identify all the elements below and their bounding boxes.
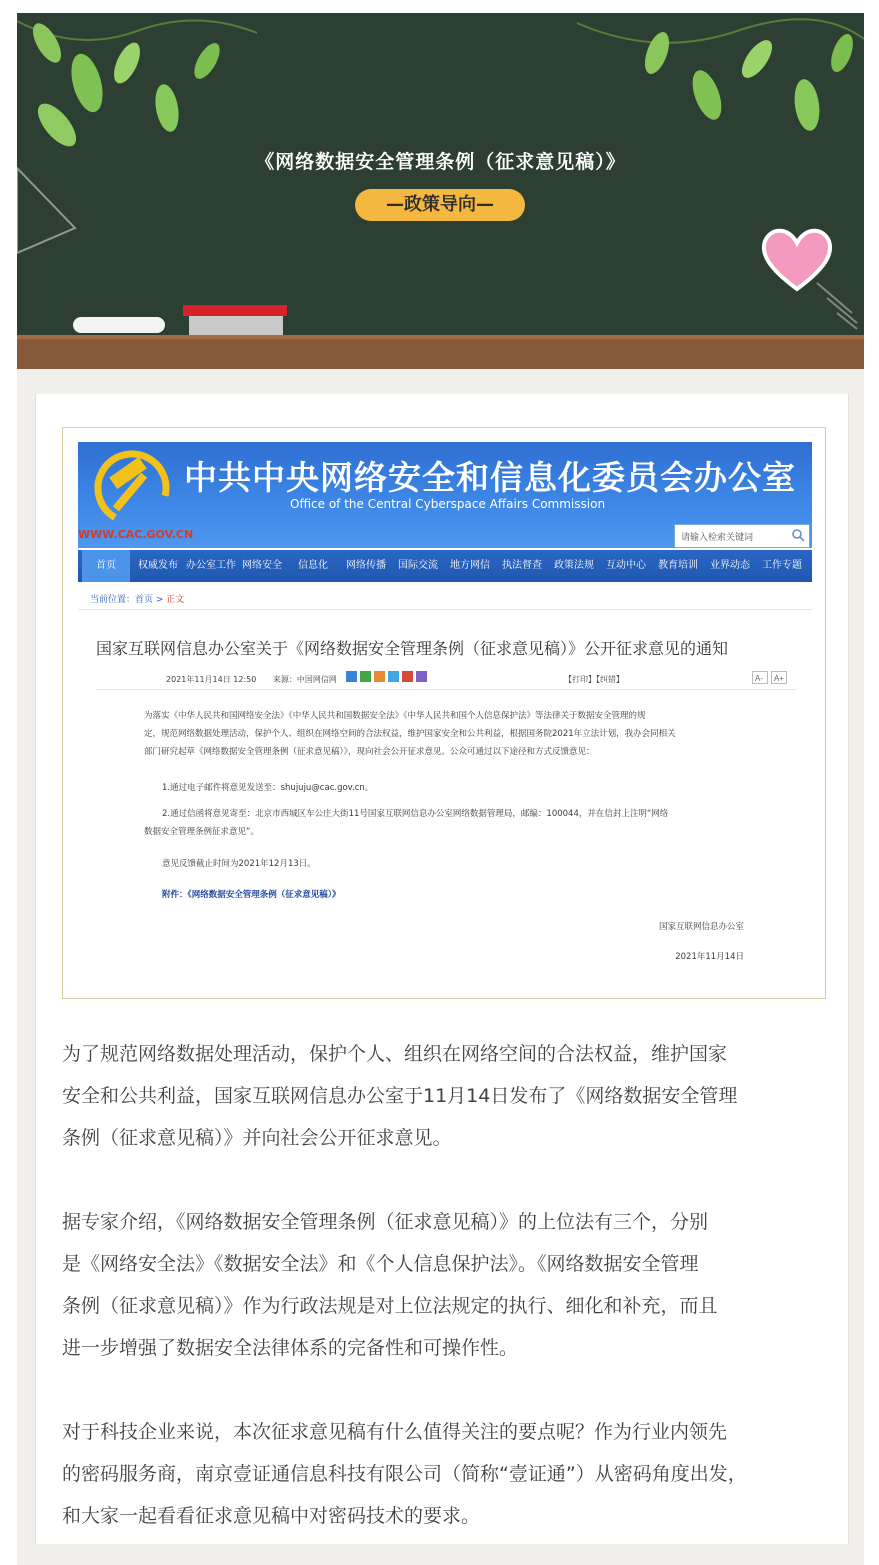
nav-item-local[interactable]: 地方网信 xyxy=(450,560,490,571)
svg-text:A+: A+ xyxy=(774,674,785,683)
eraser-body xyxy=(189,316,283,335)
article-line: 据专家介绍，《网络数据安全管理条例（征求意见稿）》的上位法有三个，分别 xyxy=(62,1211,709,1233)
nav-item-interaction[interactable]: 互动中心 xyxy=(606,560,646,571)
nav-item-office[interactable]: 办公室工作 xyxy=(186,560,236,571)
chalk-tray xyxy=(17,335,864,369)
chalkboard-banner xyxy=(17,13,864,369)
notice-signature: 国家互联网信息办公室 xyxy=(658,922,744,932)
correct-link[interactable]: 【纠错】 xyxy=(596,675,624,684)
notice-body-line: 意见反馈截止时间为2021年12月13日。 xyxy=(162,859,316,869)
article-paragraph-2 xyxy=(62,1201,828,1369)
svg-text:A-: A- xyxy=(755,674,763,683)
chalk-tray-edge xyxy=(17,335,864,339)
meta-divider xyxy=(96,689,796,690)
notice-meta xyxy=(166,674,337,685)
banner-title: 《网络数据安全管理条例（征求意见稿）》 xyxy=(255,151,626,173)
party-emblem-icon xyxy=(92,448,172,526)
chalk-stick xyxy=(73,317,165,333)
notice-attachment-link[interactable]: 附件：《网络数据安全管理条例（征求意见稿）》 xyxy=(162,890,341,900)
article-line: 安全和公共利益，国家互联网信息办公室于11月14日发布了《网络数据安全管理 xyxy=(62,1085,738,1107)
notice-body-line: 2.通过信函将意见寄至：北京市西城区车公庄大街11号国家互联网信息办公室网络数据管理局，邮编：100044，并在信封上注明“网络 xyxy=(162,809,669,819)
cac-header xyxy=(78,442,812,548)
print-correct-links xyxy=(564,674,624,685)
notice-body-line: 1.通过电子邮件将意见发送至：shujuju@cac.gov.cn。 xyxy=(162,783,374,793)
notice-source-label: 来源： xyxy=(272,675,297,684)
nav-item-home[interactable]: 首页 xyxy=(82,550,130,582)
nav-item-security[interactable]: 网络安全 xyxy=(242,560,282,571)
notice-date: 2021年11月14日 12:50 xyxy=(166,675,257,684)
notice-body-line: 部门研究起草《网络数据安全管理条例（征求意见稿）》，现向社会公开征求意见。公众可通过以下途径和方式反馈意见： xyxy=(144,747,595,757)
nav-item-enforcement[interactable]: 执法督查 xyxy=(502,560,542,571)
heart-icon xyxy=(757,223,837,295)
nav-item-communication[interactable]: 网络传播 xyxy=(346,560,386,571)
cac-search-placeholder: 请输入检索关键词 xyxy=(681,533,754,543)
article-line: 条例（征求意见稿）》作为行政法规是对上位法规定的执行、细化和补充，而且 xyxy=(62,1295,718,1317)
article-line: 和大家一起看看征求意见稿中对密码技术的要求。 xyxy=(62,1505,481,1527)
article-line: 的密码服务商，南京壹证通信息科技有限公司（简称“壹证通”）从密码角度出发， xyxy=(62,1463,747,1485)
nav-item-policy[interactable]: 政策法规 xyxy=(554,560,594,571)
share-icons[interactable] xyxy=(346,670,436,684)
breadcrumb-prefix: 当前位置： xyxy=(90,595,136,605)
nav-item-informatization[interactable]: 信息化 xyxy=(298,560,328,571)
article-paragraph-1 xyxy=(62,1033,828,1159)
nav-item-education[interactable]: 教育培训 xyxy=(658,560,698,571)
breadcrumb xyxy=(90,592,184,605)
banner-category-pill: —政策导向— xyxy=(355,189,525,221)
cac-site-title: 中共中央网络安全和信息化委员会办公室 xyxy=(184,458,796,497)
eraser-top xyxy=(183,305,287,316)
cac-main-nav xyxy=(78,550,812,582)
nav-item-topics[interactable]: 工作专题 xyxy=(762,560,802,571)
nav-item-international[interactable]: 国际交流 xyxy=(398,560,438,571)
article-line: 进一步增强了数据安全法律体系的完备性和可操作性。 xyxy=(62,1337,519,1359)
print-link[interactable]: 【打印】 xyxy=(564,675,596,684)
notice-headline: 国家互联网信息办公室关于《网络数据安全管理条例（征求意见稿）》公开征求意见的通知 xyxy=(96,639,729,658)
search-icon[interactable] xyxy=(791,528,805,542)
article-line: 对于科技企业来说，本次征求意见稿有什么值得关注的要点呢？作为行业内领先 xyxy=(62,1421,728,1443)
notice-body-line: 定，规范网络数据处理活动，保护个人、组织在网络空间的合法权益，维护国家安全和公共利益，根据国务院2021年立法计划，我办会同相关 xyxy=(144,729,676,739)
notice-sign-date: 2021年11月14日 xyxy=(675,952,744,962)
breadcrumb-current: 正文 xyxy=(166,595,185,605)
article-line: 条例（征求意见稿）》并向社会公开征求意见。 xyxy=(62,1127,452,1149)
nav-item-authority[interactable]: 权威发布 xyxy=(138,560,178,571)
article-line: 为了规范网络数据处理活动，保护个人、组织在网络空间的合法权益，维护国家 xyxy=(62,1043,728,1065)
cac-search-input[interactable] xyxy=(674,524,810,548)
cac-site-subtitle: Office of the Central Cyberspace Affairs Commission xyxy=(290,497,606,511)
notice-body-line: 为落实《中华人民共和国网络安全法》《中华人民共和国数据安全法》《中华人民共和国个人信息保护法》等法律关于数据安全管理的规 xyxy=(144,711,646,721)
breadcrumb-divider xyxy=(78,609,812,610)
breadcrumb-separator: > xyxy=(153,595,167,605)
cac-site-url[interactable]: WWW.CAC.GOV.CN xyxy=(78,528,194,541)
notice-body-line: 数据安全管理条例征求意见”。 xyxy=(144,827,259,837)
breadcrumb-home[interactable]: 首页 xyxy=(135,595,154,605)
font-size-icons[interactable] xyxy=(752,671,792,685)
cac-screenshot xyxy=(78,442,812,982)
article-paragraph-3 xyxy=(62,1411,828,1537)
article-line: 是《网络安全法》《数据安全法》和《个人信息保护法》。《网络数据安全管理 xyxy=(62,1253,699,1275)
nav-item-industry[interactable]: 业界动态 xyxy=(710,560,750,571)
notice-source: 中国网信网 xyxy=(296,675,337,684)
